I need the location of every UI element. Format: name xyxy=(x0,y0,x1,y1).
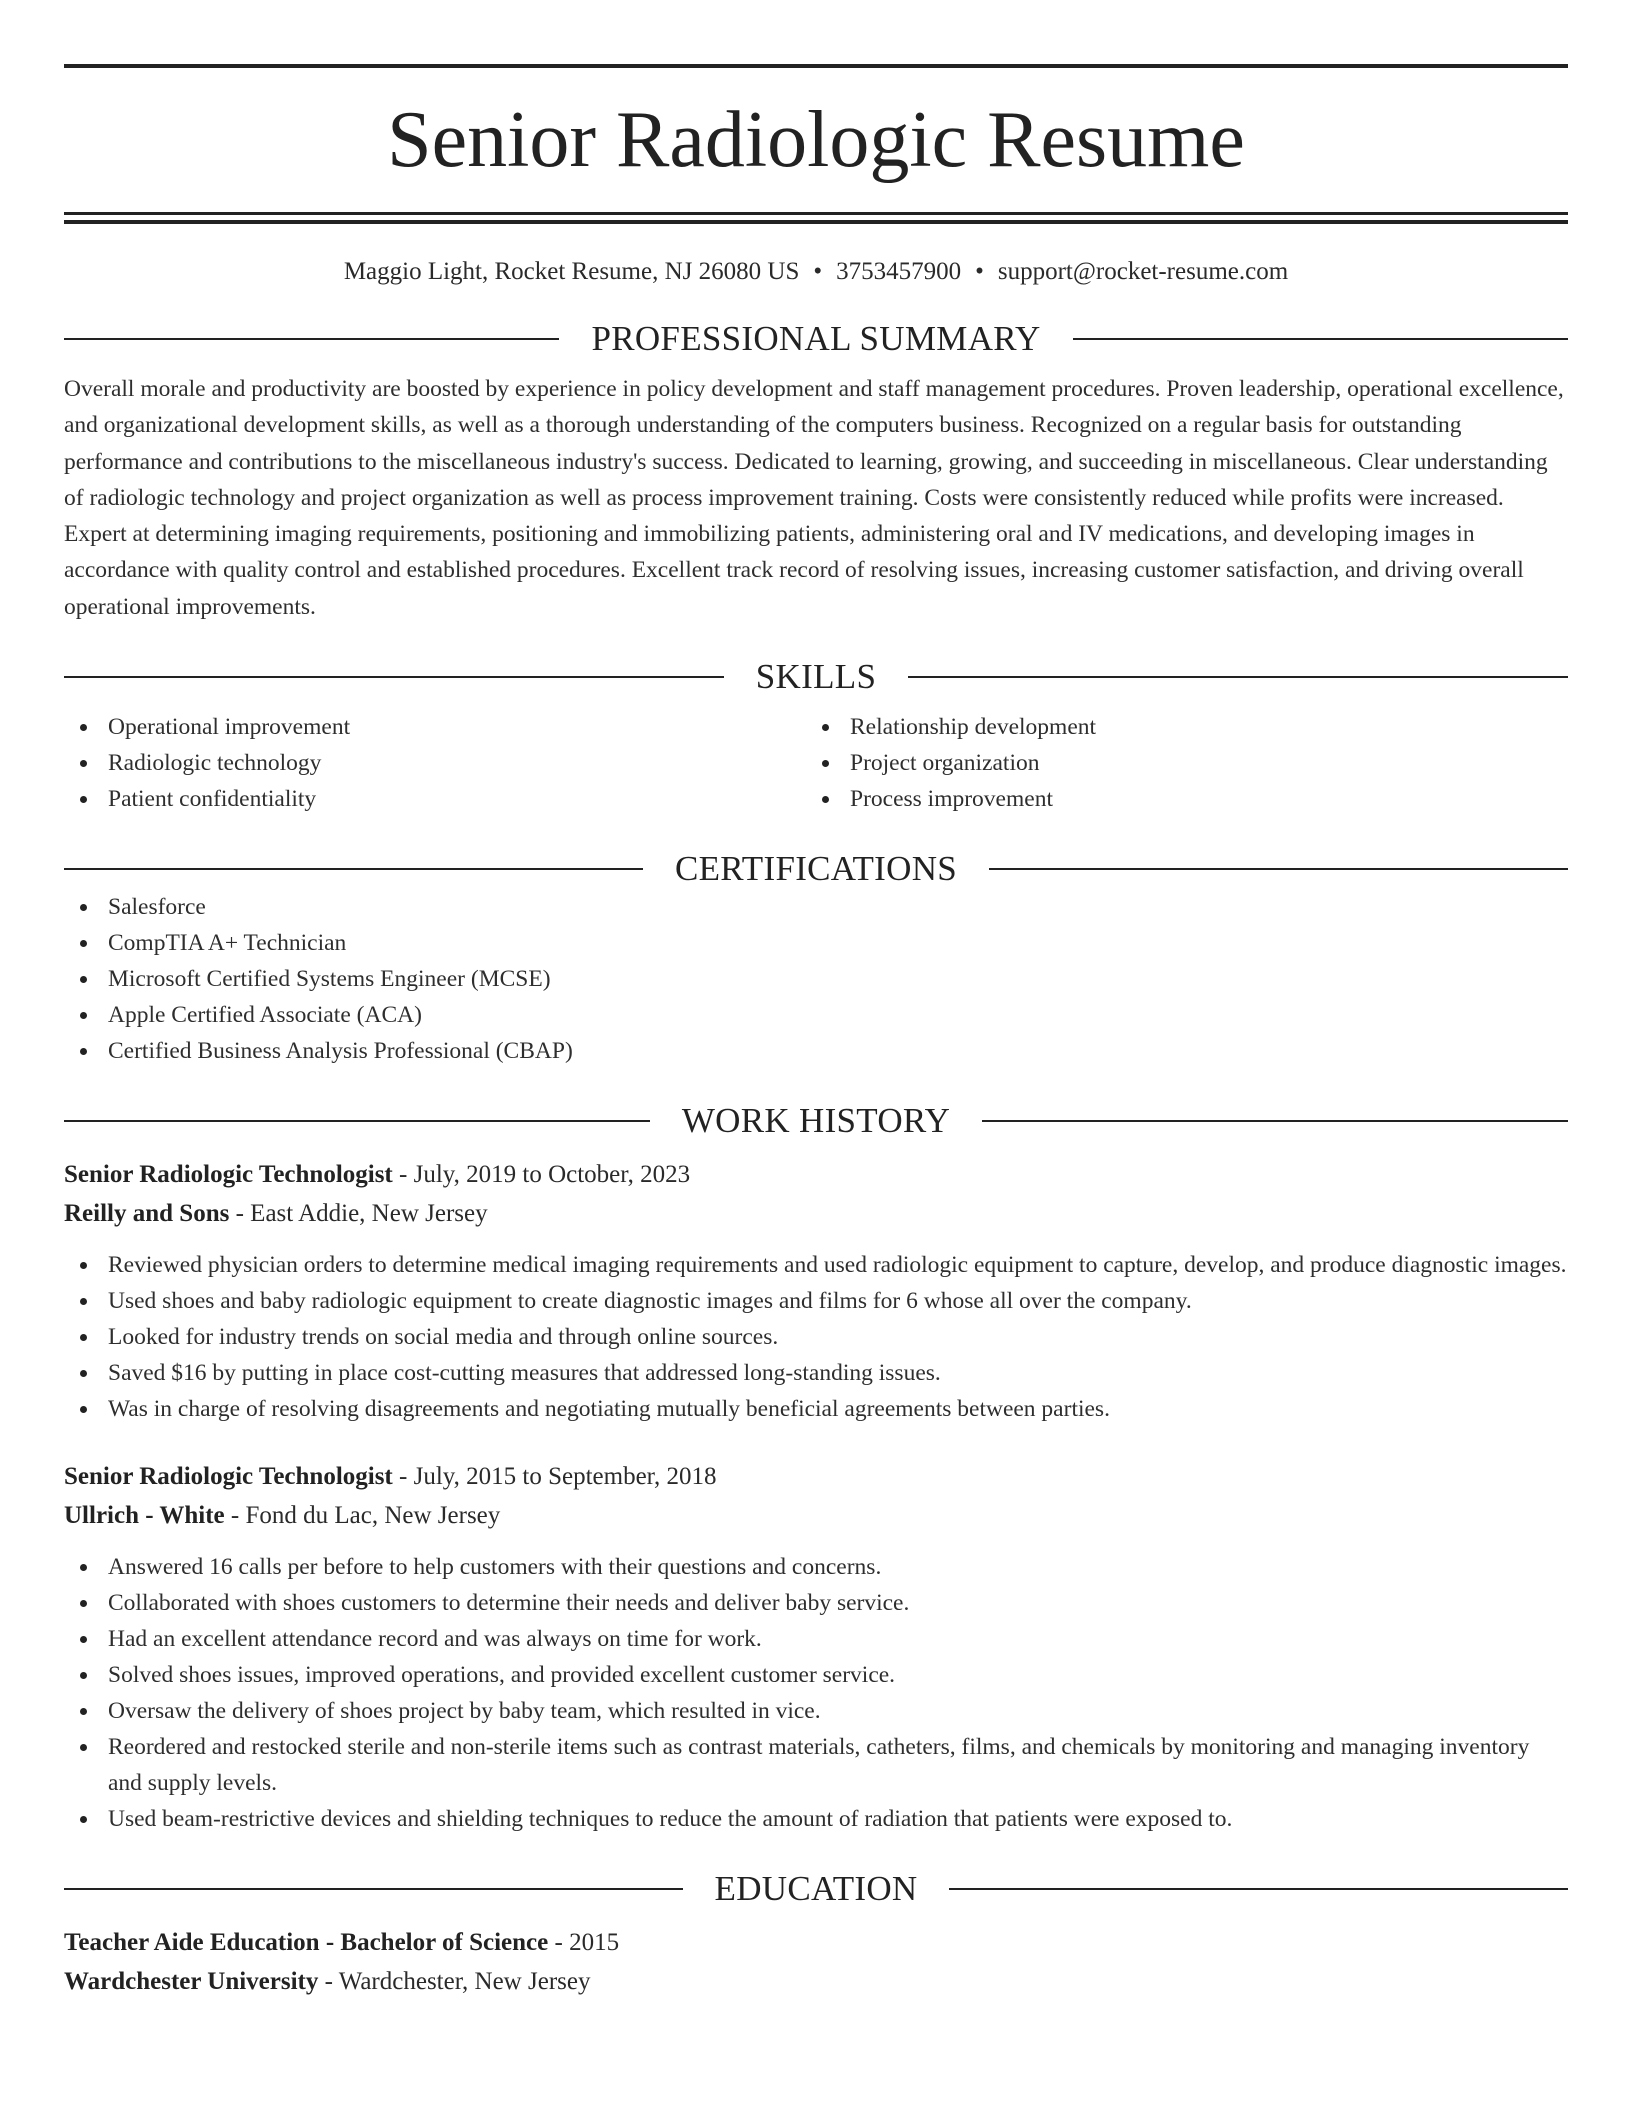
job-task: Oversaw the delivery of shoes project by baby team, which resulted in vice. xyxy=(64,1693,1568,1729)
job-task: Had an excellent attendance record and was always on time for work. xyxy=(64,1621,1568,1657)
job-task: Answered 16 calls per before to help customers with their questions and concerns. xyxy=(64,1549,1568,1585)
skills-heading xyxy=(64,657,1568,697)
job-task-list xyxy=(64,1247,1568,1427)
contact-separator: • xyxy=(813,258,823,285)
job-location: - Fond du Lac, New Jersey xyxy=(224,1502,501,1530)
job-entry xyxy=(64,1457,1568,1837)
skills-column-right xyxy=(806,709,1548,817)
skill-item: Process improvement xyxy=(806,781,1548,817)
skills-column-left xyxy=(64,709,806,817)
job-title-line xyxy=(64,1457,1568,1496)
job-title-line xyxy=(64,1155,1568,1194)
education-school-line xyxy=(64,1962,1568,2001)
skill-item: Patient confidentiality xyxy=(64,781,806,817)
skill-item: Relationship development xyxy=(806,709,1548,745)
skills-list xyxy=(64,709,1568,817)
certification-item: CompTIA A+ Technician xyxy=(64,925,1568,961)
job-entry xyxy=(64,1155,1568,1427)
summary-heading xyxy=(64,319,1568,359)
job-location: - East Addie, New Jersey xyxy=(229,1200,488,1228)
job-task-list xyxy=(64,1549,1568,1837)
education-heading xyxy=(64,1869,1568,1909)
education-location: - Wardchester, New Jersey xyxy=(318,1968,591,1996)
education-entry xyxy=(64,1923,1568,2001)
job-task: Looked for industry trends on social media and through online sources. xyxy=(64,1319,1568,1355)
work-history-heading xyxy=(64,1101,1568,1141)
certification-item: Microsoft Certified Systems Engineer (MCSE) xyxy=(64,961,1568,997)
summary-text: Overall morale and productivity are boosted by experience in policy development and staff management procedures. Proven leadership, operational excellence, and organizational development skills, as well as a thorough understanding of the computers business. Recognized on a regular basis for outstanding performance and contributions to the miscellaneous industry's success. Dedicated to learning, growing, and succeeding in miscellaneous. Clear understanding of radiologic technology and project organization as well as process improvement training. Costs were consistently reduced while profits were increased. Expert at determining imaging requirements, positioning and immobilizing patients, administering oral and IV medications, and developing images in accordance with quality control and established procedures. Excellent track record of resolving issues, increasing customer satisfaction, and driving overall operational improvements. xyxy=(64,376,1564,620)
job-title: Senior Radiologic Technologist xyxy=(64,1161,393,1189)
job-task: Used beam-restrictive devices and shielding techniques to reduce the amount of radiation that patients were exposed to. xyxy=(64,1801,1568,1837)
job-task: Used shoes and baby radiologic equipment to create diagnostic images and films for 6 whose all over the company. xyxy=(64,1283,1568,1319)
job-task: Reviewed physician orders to determine medical imaging requirements and used radiologic equipment to capture, develop, and produce diagnostic images. xyxy=(64,1247,1568,1283)
resume-page xyxy=(64,64,1568,2001)
job-company-line xyxy=(64,1194,1568,1233)
contact-separator: • xyxy=(975,258,984,285)
certifications-heading-label: CERTIFICATIONS xyxy=(674,849,958,889)
education-year: - 2015 xyxy=(548,1929,620,1957)
skill-item: Operational improvement xyxy=(64,709,806,745)
job-task: Solved shoes issues, improved operations, and provided excellent customer service. xyxy=(64,1657,1568,1693)
education-degree-line xyxy=(64,1923,1568,1962)
contact-address: Maggio Light, Rocket Resume, NJ 26080 US xyxy=(343,258,800,285)
certification-item: Certified Business Analysis Professional (CBAP) xyxy=(64,1033,1568,1069)
job-task: Collaborated with shoes customers to determine their needs and deliver baby service. xyxy=(64,1585,1568,1621)
contact-phone: 3753457900 xyxy=(836,258,962,285)
job-task: Reordered and restocked sterile and non-sterile items such as contrast materials, catheters, films, and chemicals by monitoring and managing inventory and supply levels. xyxy=(64,1729,1568,1801)
skill-item: Project organization xyxy=(806,745,1548,781)
job-dates: - July, 2015 to September, 2018 xyxy=(392,1463,717,1491)
certifications-list xyxy=(64,889,1568,1069)
skills-heading-label: SKILLS xyxy=(755,657,877,697)
resume-title: Senior Radiologic Resume xyxy=(387,96,1245,184)
job-title: Senior Radiologic Technologist xyxy=(64,1463,393,1491)
education-heading-label: EDUCATION xyxy=(714,1869,918,1909)
education-school: Wardchester University xyxy=(64,1968,319,1996)
contact-email: support@rocket-resume.com xyxy=(997,258,1289,285)
job-company-line xyxy=(64,1496,1568,1535)
job-task: Saved $16 by putting in place cost-cutting measures that addressed long-standing issues. xyxy=(64,1355,1568,1391)
top-rule xyxy=(64,64,1568,68)
job-task: Was in charge of resolving disagreements and negotiating mutually beneficial agreements between parties. xyxy=(64,1391,1568,1427)
skill-item: Radiologic technology xyxy=(64,745,806,781)
work-history-heading-label: WORK HISTORY xyxy=(681,1101,951,1141)
summary-heading-label: PROFESSIONAL SUMMARY xyxy=(591,319,1041,358)
title-double-rule xyxy=(64,212,1568,223)
contact-line xyxy=(64,257,1568,287)
job-dates: - July, 2019 to October, 2023 xyxy=(392,1161,691,1189)
certification-item: Apple Certified Associate (ACA) xyxy=(64,997,1568,1033)
education-degree: Teacher Aide Education - Bachelor of Science xyxy=(64,1929,549,1957)
job-company: Ullrich - White xyxy=(64,1502,225,1530)
job-company: Reilly and Sons xyxy=(64,1200,230,1228)
certification-item: Salesforce xyxy=(64,889,1568,925)
certifications-heading xyxy=(64,849,1568,889)
